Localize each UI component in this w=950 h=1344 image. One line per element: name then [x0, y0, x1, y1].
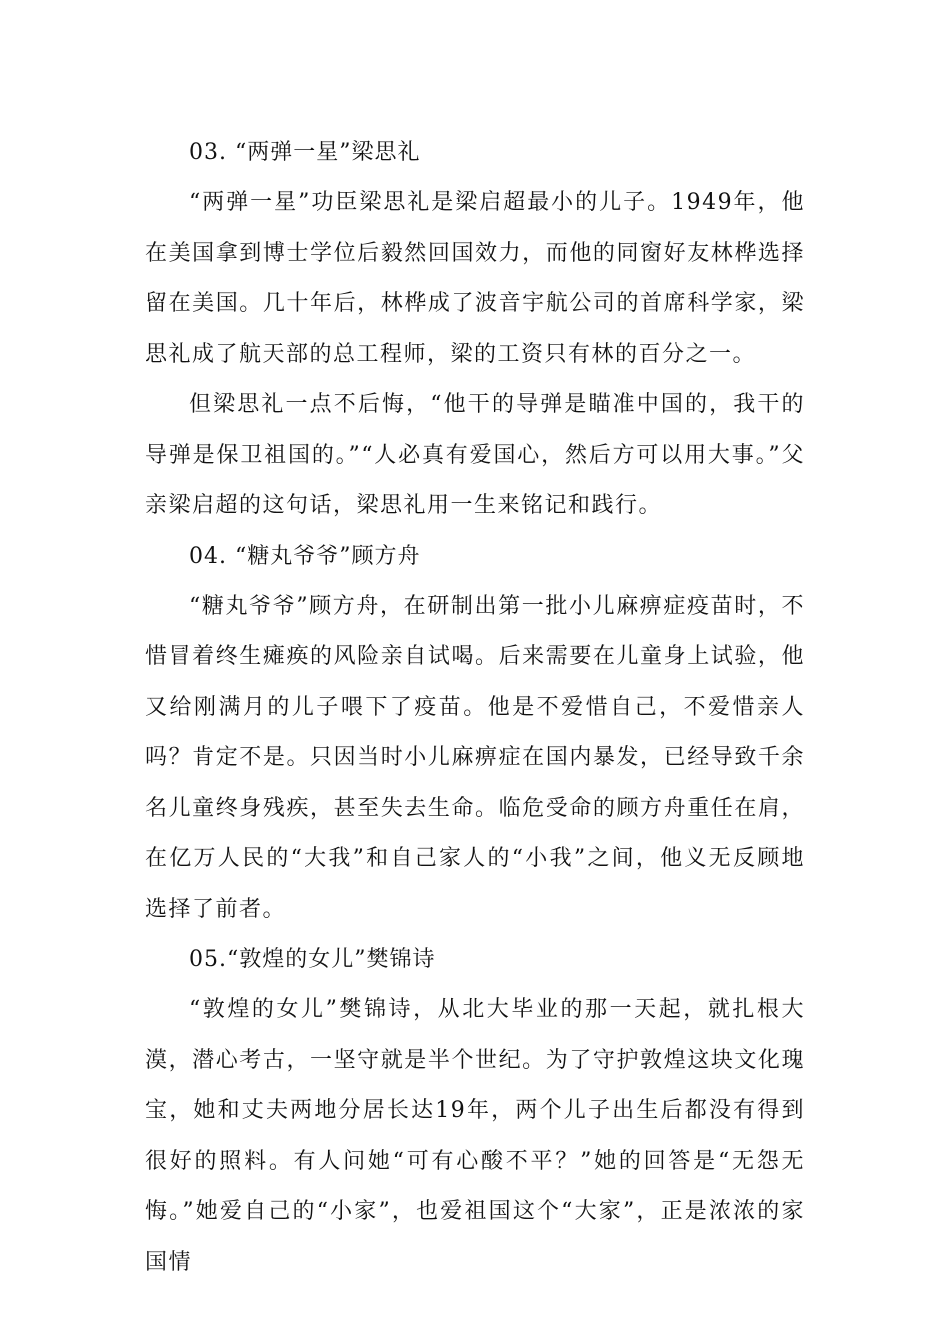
section-heading-03: 03. “两弹一星”梁思礼	[189, 140, 421, 165]
section-heading-04: 04. “糖丸爷爷”顾方舟	[189, 543, 421, 569]
section-04-paragraph-1: “糖丸爷爷”顾方舟，在研制出第一批小儿麻痹症疫苗时，不惜冒着终生瘫痪的风险亲自试喝。后来需要在儿童身上试验，他又给刚满月的儿子喂下了疫苗。他是不爱惜自己，不爱惜亲人吗？肯定不是。只因当时小儿麻痹症在国内暴发，已经导致千余名儿童终身残疾，甚至失去生命。临危受命的顾方舟重任在肩，在亿万人民的“大我”和自己家人的“小我”之间，他义无反顾地选择了前者。	[145, 593, 805, 922]
section-03-paragraph-1: “两弹一星”功臣梁思礼是梁启超最小的儿子。1949年，他在美国拿到博士学位后毅然回国效力，而他的同窗好友林桦选择留在美国。几十年后，林桦成了波音宇航公司的首席科学家，梁思礼成了航天部的总工程师，梁的工资只有林的百分之一。	[145, 190, 805, 367]
document-body	[145, 128, 805, 1288]
section-05-paragraph-1: “敦煌的女儿”樊锦诗，从北大毕业的那一天起，就扎根大漠，潜心考古，一坚守就是半个世纪。为了守护敦煌这块文化瑰宝，她和丈夫两地分居长达19年，两个儿子出生后都没有得到很好的照料。有人问她“可有心酸不平？”她的回答是“无怨无悔。”她爱自己的“小家”，也爱祖国这个“大家”，正是浓浓的家国情	[145, 997, 805, 1275]
section-03-paragraph-2: 但梁思礼一点不后悔，“他干的导弹是瞄准中国的，我干的导弹是保卫祖国的。”“人必真有爱国心，然后方可以用大事。”父亲梁启超的这句话，梁思礼用一生来铭记和践行。	[145, 392, 805, 518]
section-heading-05: 05.“敦煌的女儿”樊锦诗	[189, 947, 436, 972]
